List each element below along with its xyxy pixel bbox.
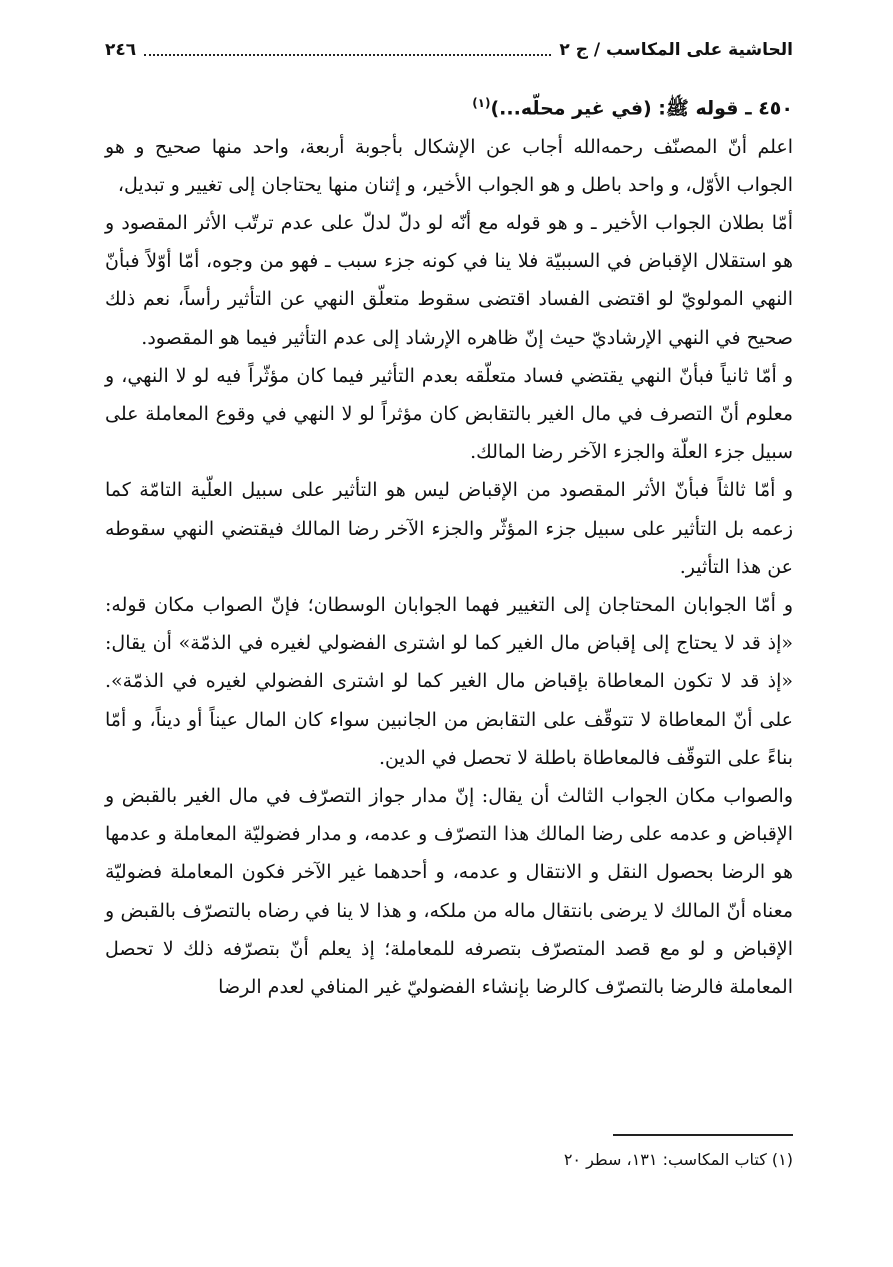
paragraph: و أمّا الجوابان المحتاجان إلى التغيير فهما الجوابان الوسطان؛ فإنّ الصواب مكان قوله: «إذ قد لا يحتاج إلى إقباض مال الغير كما لو اشترى الفضولي لغيره في الذمّة» أن يقال: «إذ قد لا تكون المعاطاة بإقباض مال الغير كما لو اشترى الفضولي لغيره في الذمّة». على أنّ المعاطاة لا تتوقّف على التقابض من الجانبين سواء كان المال عيناً أو ديناً، و أمّا بناءً على التوقّف فالمعاطاة باطلة لا تحصل في الدين.	[105, 593, 793, 769]
paragraph: اعلم أنّ المصنّف رحمه‌الله أجاب عن الإشكال بأجوبة أربعة، واحد منها صحيح و هو الجواب الأوّل، و واحد باطل و هو الجواب الأخير، و إثنان منها يحتاجان إلى تغيير و تبديل،	[105, 135, 794, 196]
page-number: ٢٤٦	[105, 40, 137, 60]
running-title: الحاشية على المكاسب / ج ٢	[559, 40, 793, 60]
footnote-reference: (١)	[472, 96, 491, 110]
header-dot-leader	[144, 44, 551, 56]
section-heading-text: ٤٥٠ ـ قوله ﷺ: (في غير محلّه...)	[490, 97, 793, 120]
paragraph: أمّا بطلان الجواب الأخير ـ و هو قوله مع أنّه لو دلّ لدلّ على عدم ترتّب الأثر المقصود و هو استقلال الإقباض في السببيّة فلا ينا في كونه جزء سبب ـ فهو من وجوه، أمّا أوّلاً فبأنّ النهي المولويّ لو اقتضى الفساد اقتضى سقوط متعلّق النهي عن التأثير رأساً، نعم ذلك صحيح في النهي الإرشاديّ حيث إنّ ظاهره الإرشاد إلى عدم التأثير فيما هو المقصود.	[105, 211, 793, 349]
page-body	[105, 84, 793, 1006]
paragraph: و أمّا ثانياً فبأنّ النهي يقتضي فساد متعلّقه بعدم التأثير فيما كان مؤثّراً فيه لو لا النهي، و معلوم أنّ التصرف في مال الغير بالتقابض كان مؤثراً لو لا النهي في وقوع المعاملة على سبيل جزء العلّة والجزء الآخر رضا المالك.	[105, 364, 793, 464]
footnote: (١) كتاب المكاسب: ١٣١، سطر ٢٠	[563, 1150, 793, 1169]
footnote-separator	[613, 1134, 793, 1136]
paragraph: والصواب مكان الجواب الثالث أن يقال: إنّ مدار جواز التصرّف في مال الغير بالقبض و الإقباض و عدمه على رضا المالك هذا التصرّف و عدمه، و مدار فضوليّة المعاملة و عدمها هو الرضا بحصول النقل و الانتقال و عدمه، و أحدهما غير الآخر فكون المعاملة فضوليّة معناه أنّ المالك لا يرضى بانتقال ماله من ملكه، و هذا لا ينا في رضاه بالتصرّف بالقبض و الإقباض و لو مع قصد المتصرّف بتصرفه للمعاملة؛ إذ يعلم أنّ بتصرّفه ذلك لا تحصل المعاملة فالرضا بالتصرّف كالرضا بإنشاء الفضوليّ غير المنافي لعدم الرضا	[105, 784, 793, 998]
paragraph: و أمّا ثالثاً فبأنّ الأثر المقصود من الإقباض ليس هو التأثير على سبيل العلّية التامّة كما زعمه بل التأثير على سبيل جزء المؤثّر والجزء الآخر رضا المالك فيقتضي النهي سقوطه عن هذا التأثير.	[105, 479, 793, 578]
section-heading	[105, 84, 793, 128]
page-header	[105, 36, 793, 64]
